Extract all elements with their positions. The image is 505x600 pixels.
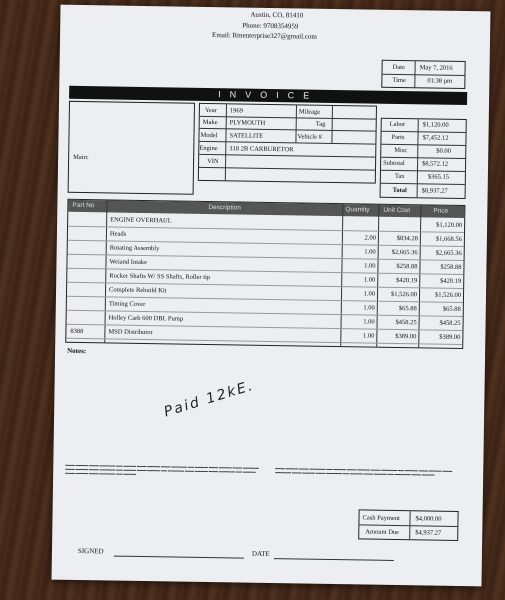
cell-quantity: 1.00 [364,248,376,256]
cell-price: $420.19 [440,277,462,285]
cell-quantity: 1.00 [363,290,376,298]
cell-quantity: 1.00 [363,276,376,284]
cell-price: $458.25 [439,319,461,327]
year-value: 1969 [229,107,243,115]
cell-unit-cost: $2,665.36 [391,248,418,257]
total-label: Total [392,186,407,195]
cell-part-no: 8388 [70,327,84,336]
subtotal-label: Subtotal [383,159,405,168]
fine-print-block: ▬▬▬ ▬▬▬▬ ▬▬▬ ▬▬▬▬▬ ▬▬ ▬▬▬▬ ▬▬▬ ▬▬▬▬ ▬▬▬ ▬▬▬▬▬ ▬▬ ▬▬▬▬ ▬▬▬ ▬▬▬▬ ▬▬▬ ▬▬▬▬▬ ▬▬▬ ▬▬▬▬ ▬▬▬ ▬▬▬▬▬ ▬▬ ▬▬▬▬ ▬▬▬ ▬▬▬▬ ▬▬ ▬▬▬▬▬ ▬▬▬ ▬▬▬▬ ▬▬▬ ▬▬▬▬▬ ▬▬ ▬▬▬▬ ▬▬▬ ▬▬▬▬ ▬▬▬ ▬▬▬▬▬ ▬▬ ▬▬▬▬ [65,462,259,476]
cell-quantity: 2.00 [364,234,376,242]
shop-phone: Phone: 9708354959 [242,21,299,31]
year-label: Year [204,106,217,115]
tax-label: Tax [394,172,405,181]
date-value: May 7, 2016 [419,64,453,72]
tag-label: Tag [315,120,326,128]
cash-payment-label: Cash Payment [362,514,400,523]
cell-unit-cost: $258.88 [396,262,418,271]
date-line-label: DATE [251,549,270,559]
cell-price: $1,668.56 [435,235,462,243]
parts-value: $7,452.12 [422,134,449,142]
col-part-no: Part No [72,201,95,210]
cell-quantity: 1.00 [363,318,375,326]
cell-unit-cost: $458.25 [395,318,417,327]
main-label: Main: [73,153,89,162]
date-label: Date [392,63,405,72]
subtotal-value: $8,572.12 [422,160,449,168]
customer-box [68,101,195,195]
invoice-paper [52,5,491,587]
labor-value: $1,120.00 [422,121,449,129]
amount-due-value: $4,937.27 [415,529,442,537]
fine-print-left [65,463,265,478]
amount-due-label: Amount Due [365,528,400,537]
time-label: Time [392,76,406,85]
notes-label: Notes: [67,346,87,356]
cell-quantity: 1.00 [363,304,375,312]
engine-value: 318 2B CARBURETOR [229,145,294,154]
vin-label: VIN [207,157,219,166]
labor-label: Labor [389,120,406,129]
model-label: Model [200,131,218,140]
cell-unit-cost: $65.88 [398,305,417,313]
cell-price: $65.88 [442,305,461,313]
cell-description: MSD Distributor [108,328,153,337]
totals-box [380,118,467,199]
vehicle-box [198,103,377,184]
cell-unit-cost: $1,526.00 [390,290,418,299]
col-price: Price [433,207,449,215]
date-time-box [381,60,465,89]
vehicle-number-label: Vehicle # [297,133,322,141]
cash-payment-value: $4,000.00 [415,515,442,523]
city-line: Austin, CO, 81410 [250,10,304,20]
cell-description: ENGINE OVERHAUL [110,216,172,225]
signed-label: SIGNED [77,546,104,556]
shop-email: Email: Rmenterprise327@gmail.com [212,31,317,41]
col-description: Description [208,204,241,212]
cell-description: Timing Cover [108,300,146,309]
cell-description: Weiand Intake [109,258,148,267]
cell-description: Complete Rebuild Kit [109,286,167,295]
parts-table [65,199,465,349]
invoice-title-banner: INVOICE [69,86,467,105]
time-value: 01:38 pm [427,77,453,85]
total-value: $8,937.27 [421,187,448,195]
make-label: Make [202,118,218,127]
col-quantity: Quantity [345,206,370,214]
cell-unit-cost: $834.28 [396,234,418,243]
handwritten-paid-note: Paid 12kE. [162,377,257,421]
cell-unit-cost: $420.19 [396,276,418,285]
date-line [274,558,394,561]
fine-print-block: ▬▬▬ ▬▬▬▬ ▬▬▬ ▬▬▬▬▬ ▬▬ ▬▬▬▬ ▬▬▬ ▬▬▬▬ ▬▬▬ ▬▬▬▬▬ ▬▬ ▬▬▬▬ ▬▬▬ ▬▬▬▬ ▬▬▬ ▬▬▬▬▬ ▬▬▬ ▬▬▬▬ ▬▬▬ ▬▬▬▬▬ ▬▬ ▬▬▬▬ ▬▬▬ ▬▬▬▬ ▬▬ ▬▬▬▬▬ ▬▬▬ ▬▬▬▬ [275,466,453,477]
model-value: SATELLITE [229,132,264,140]
make-value: PLYMOUTH [229,119,266,127]
cell-price: $2,665.36 [435,249,462,257]
cell-unit-cost [380,221,418,222]
cell-price: $389.00 [439,333,461,341]
cell-quantity: 1.00 [364,262,376,270]
fine-print-right [275,466,461,477]
cell-price: $258.88 [440,263,462,271]
signature-line [114,556,244,559]
cell-price: $1,120.00 [436,221,463,229]
cell-unit-cost: $389.00 [395,332,417,341]
cell-quantity: 1.00 [362,332,375,340]
cell-price: $1,526.00 [434,291,462,299]
cell-description: Heads [109,230,127,238]
parts-label: Parts [391,133,405,142]
tax-value: $365.15 [427,173,450,181]
misc-value: $0.00 [436,147,451,155]
misc-label: Misc [394,146,408,155]
payment-box [358,509,458,541]
mileage-label: Mileage [298,108,321,116]
cell-description: Rotating Assembly [109,244,160,253]
cell-description: Holley Carb 600 DBL Pump [108,314,184,323]
engine-label: Engine [199,144,218,153]
col-unit-cost: Unit Cost [383,206,411,215]
cell-description: Rocker Shafts W/ SS Shafts, Roller tip [109,272,211,282]
